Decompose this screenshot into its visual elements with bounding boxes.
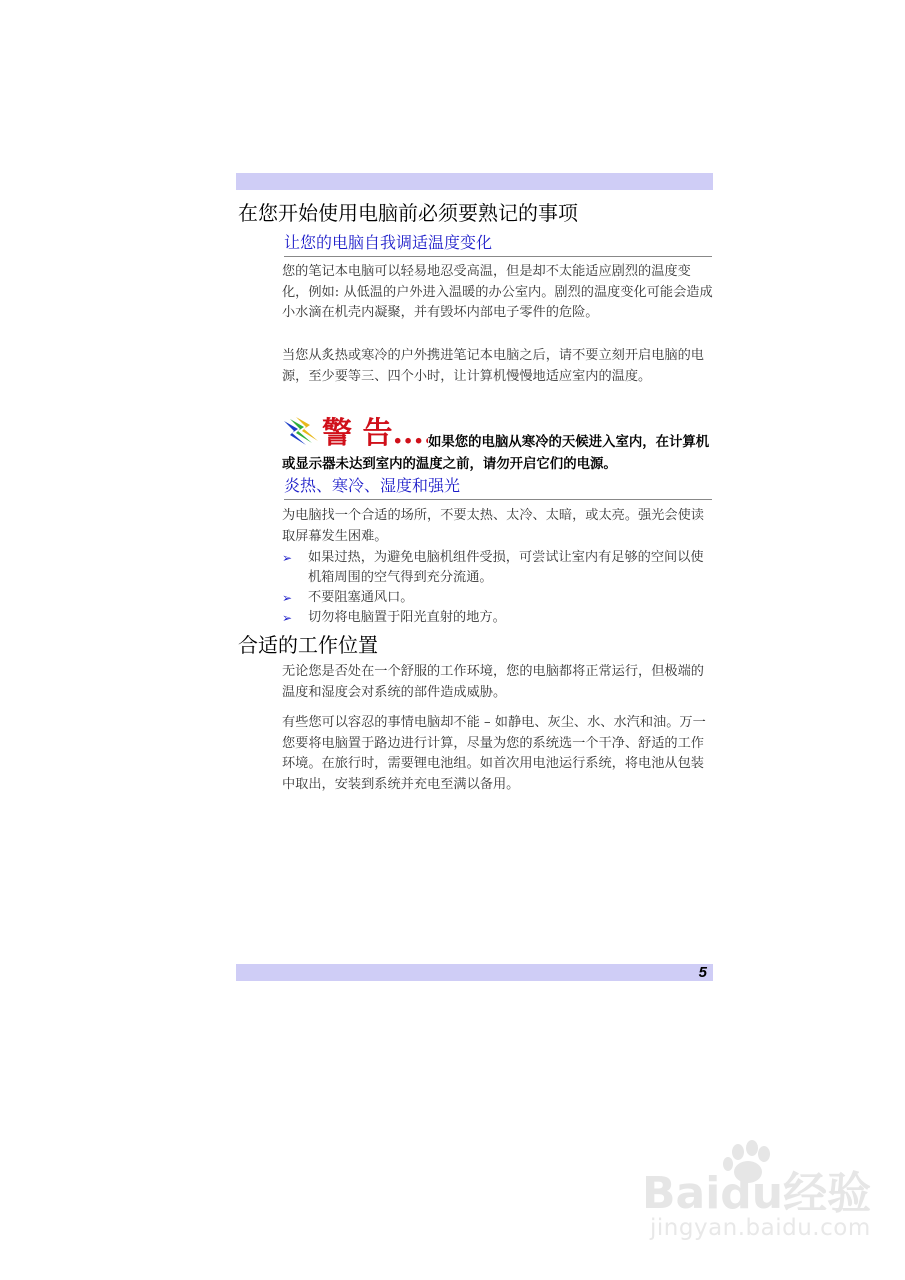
bullet-arrow-icon: ➢	[282, 591, 293, 605]
subheading-temperature-adapt: 让您的电脑自我调适温度变化	[284, 232, 712, 257]
paragraph-location: 为电脑找一个合适的场所，不要太热、太冷、太暗，或太亮。强光会使读取屏幕发生困难。	[282, 508, 704, 544]
subheading-heat-cold-humidity: 炎热、寒冷、湿度和强光	[284, 475, 712, 500]
warning-note	[282, 415, 722, 475]
paragraph-work-2: 有些您可以容忍的事情电脑却不能 – 如静电、灰尘、水、水汽和油。万一您要将电脑置于路边进行计算，尽量为您的系统选一个干净、舒适的工作环境。在旅行时，需要锂电池组。如首次用电池运行系统，将电池从包装中取出，安装到系统并充电至满以备用。	[282, 715, 706, 792]
bullet-arrow-icon: ➢	[282, 551, 293, 565]
footer-band	[236, 964, 713, 981]
header-band	[236, 173, 713, 190]
paragraph-temperature-1: 您的笔记本电脑可以轻易地忍受高温，但是却不太能适应剧烈的温度变化，例如: 从低温的户外进入温暖的办公室内。剧烈的温度变化可能会造成小水滴在机壳内凝聚，并有毁坏内部电子零件的危险。	[282, 264, 713, 320]
warning-arrows-icon	[282, 415, 428, 449]
list-item: ➢ 不要阻塞通风口。	[282, 588, 714, 608]
paragraph-temperature-2: 当您从炙热或寒冷的户外携进笔记本电脑之后，请不要立刻开启电脑的电源，至少要等三、四个小时，让计算机慢慢地适应室内的温度。	[282, 348, 704, 384]
list-item: ➢ 如果过热，为避免电脑机组件受损，可尝试让室内有足够的空间以使机箱周围的空气得到充分流通。	[282, 550, 704, 585]
bullet-list	[282, 548, 714, 628]
warning-logo-text: 警 告....	[322, 416, 428, 449]
section-title-before-use: 在您开始使用电脑前必须要熟记的事项	[238, 201, 578, 225]
list-item: ➢ 切勿将电脑置于阳光直射的地方。	[282, 608, 714, 628]
page-number: 5	[698, 964, 707, 981]
warning-text: 如果您的电脑从寒冷的天候进入室内，在计算机或显示器未达到室内的温度之前，请勿开启它们的电源。	[282, 434, 710, 472]
watermark-url: jingyan.baidu.com	[650, 1215, 871, 1241]
watermark-brand: Baidu经验	[642, 1168, 872, 1219]
paragraph-work-1: 无论您是否处在一个舒服的工作环境，您的电脑都将正常运行，但极端的温度和湿度会对系统的部件造成威胁。	[282, 664, 704, 700]
warning-logo	[282, 415, 428, 453]
section-title-work-location: 合适的工作位置	[238, 633, 378, 657]
bullet-arrow-icon: ➢	[282, 611, 293, 625]
